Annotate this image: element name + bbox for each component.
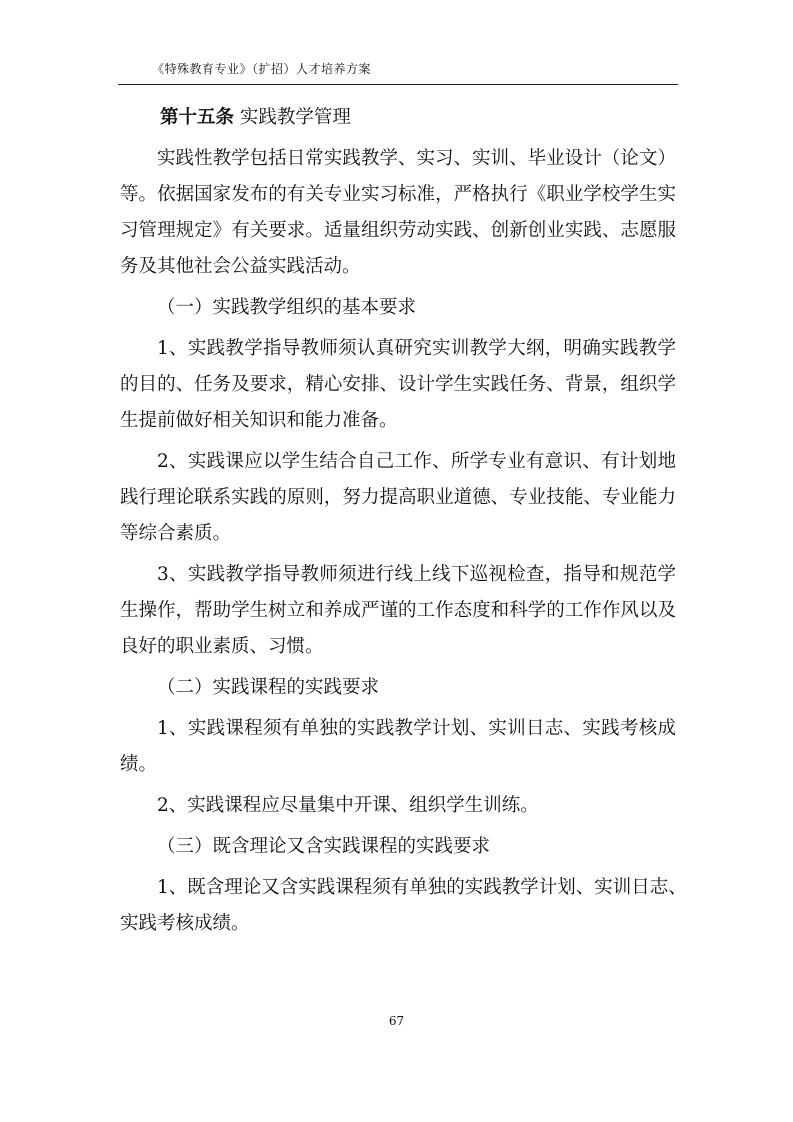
paragraph-line: 绩。: [120, 754, 158, 775]
paragraph-line: 实践考核成绩。: [120, 913, 250, 934]
list-item: [120, 711, 676, 783]
list-item: [120, 444, 676, 552]
page-number: 67: [388, 1014, 405, 1028]
article-title-text: 实践教学管理: [239, 107, 351, 128]
paragraph-line: 1、实践教学指导教师须认真研究实训教学大纲，明确实践教学: [157, 338, 676, 359]
article-number: 第十五条: [160, 107, 235, 128]
paragraph-line: 1、既含理论又含实践课程须有单独的实践教学计划、实训日志、: [157, 877, 687, 898]
paragraph-line: 生提前做好相关知识和能力准备。: [120, 410, 398, 431]
list-item: [120, 788, 676, 824]
paragraph-line: 等。依据国家发布的有关专业实习标准，严格执行《职业学校学生实: [120, 184, 676, 205]
list-item: [120, 331, 676, 439]
paragraph-line: 务及其他社会公益实践活动。: [120, 256, 361, 277]
paragraph-line: 1、实践课程须有单独的实践教学计划、实训日志、实践考核成: [157, 718, 676, 739]
paragraph-line: 习管理规定》有关要求。适量组织劳动实践、创新创业实践、志愿服: [120, 220, 676, 241]
paragraph-line: 2、实践课应以学生结合自己工作、所学专业有意识、有计划地: [157, 451, 676, 472]
section-heading: （三）既含理论又含实践课程的实践要求: [157, 836, 491, 857]
paragraph-line: 良好的职业素质、习惯。: [120, 636, 324, 657]
paragraph-line: 2、实践课程应尽量集中开课、组织学生训练。: [157, 795, 539, 816]
paragraph-line: 的目的、任务及要求，精心安排、设计学生实践任务、背景，组织学: [120, 374, 676, 395]
paragraph-line: 践行理论联系实践的原则，努力提高职业道德、专业技能、专业能力: [120, 487, 676, 508]
paragraph-line: 3、实践教学指导教师须进行线上线下巡视检查，指导和规范学: [157, 564, 676, 585]
section-heading: （二）实践课程的实践要求: [157, 677, 380, 698]
paragraph-line: 等综合素质。: [120, 523, 232, 544]
document-body: [120, 100, 687, 947]
paragraph-line: 生操作，帮助学生树立和养成严谨的工作态度和科学的工作作风以及: [120, 600, 676, 621]
list-item: [120, 870, 687, 942]
article-heading: [120, 100, 676, 136]
paragraph-line: 实践性教学包括日常实践教学、实习、实训、毕业设计（论文）: [157, 148, 676, 169]
running-header: 《特殊教育专业》（扩招）人才培养方案: [152, 62, 372, 76]
list-item: [120, 557, 676, 665]
header-divider: [118, 84, 678, 85]
intro-paragraph: [120, 141, 676, 285]
section-heading: （一）实践教学组织的基本要求: [157, 297, 417, 318]
